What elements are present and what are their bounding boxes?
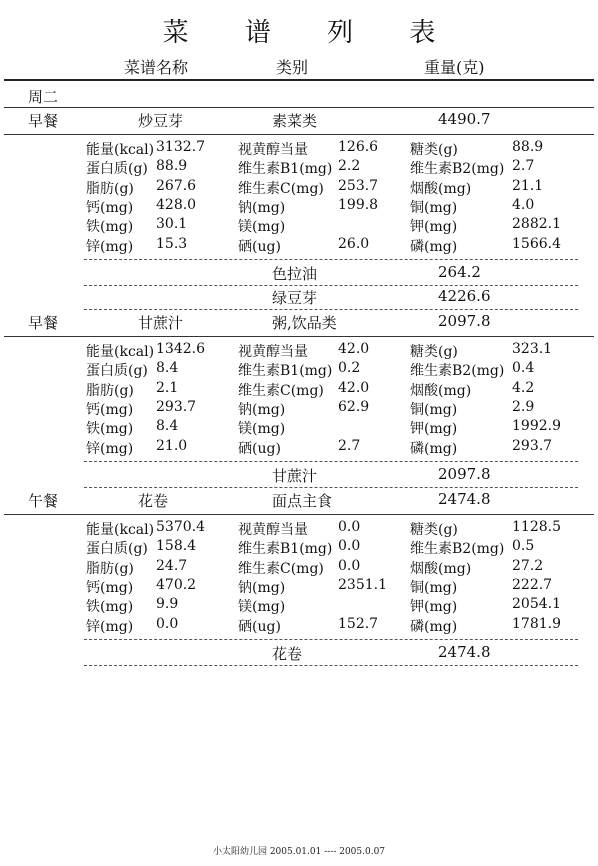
ingredient-name: 绿豆芽 bbox=[272, 288, 318, 307]
meal-label: 早餐 bbox=[28, 314, 59, 332]
nutrient-label: 糖类(g) bbox=[410, 344, 458, 360]
nutrient-label: 钙(mg) bbox=[86, 401, 134, 418]
meal-label: 早餐 bbox=[28, 112, 59, 130]
nutrient-value: 42.0 bbox=[338, 379, 370, 396]
nutrient-value: 2054.1 bbox=[512, 596, 561, 613]
dish-name: 甘蔗汁 bbox=[138, 314, 184, 332]
nutrient-label: 钠(mg) bbox=[238, 401, 286, 418]
nutrient-value: 0.2 bbox=[338, 360, 361, 377]
nutrient-value: 293.7 bbox=[156, 398, 197, 415]
nutrient-label: 糖类(g) bbox=[410, 522, 458, 538]
nutrient-label: 视黄醇当量 bbox=[238, 142, 308, 158]
nutrient-value: 9.9 bbox=[156, 596, 179, 613]
nutrient-label: 钙(mg) bbox=[86, 579, 134, 596]
nutrient-label: 锌(mg) bbox=[86, 440, 134, 457]
dish-category: 粥,饮品类 bbox=[272, 314, 337, 332]
dish-name: 炒豆芽 bbox=[138, 112, 184, 130]
nutrient-label: 铜(mg) bbox=[410, 199, 458, 216]
nutrient-value: 30.1 bbox=[156, 216, 188, 233]
nutrient-value: 88.9 bbox=[512, 139, 544, 155]
ingredient-name: 色拉油 bbox=[272, 264, 318, 283]
page-title: 菜 谱 列 表 bbox=[162, 18, 460, 48]
nutrient-label: 维生素B1(mg) bbox=[238, 363, 333, 380]
ingredient-name: 花卷 bbox=[272, 644, 303, 663]
nutrient-value: 8.4 bbox=[156, 418, 179, 435]
nutrient-label: 磷(mg) bbox=[410, 618, 458, 635]
nutrient-label: 维生素B2(mg) bbox=[410, 541, 505, 558]
nutrient-label: 能量(kcal) bbox=[86, 344, 155, 360]
header-weight: 重量(克) bbox=[424, 58, 485, 77]
nutrient-value: 62.9 bbox=[338, 398, 370, 415]
nutrient-value: 0.0 bbox=[338, 538, 361, 555]
nutrient-label: 镁(mg) bbox=[238, 421, 286, 438]
nutrient-label: 糖类(g) bbox=[410, 142, 458, 158]
nutrient-value: 3132.7 bbox=[156, 139, 205, 155]
nutrient-label: 维生素C(mg) bbox=[238, 382, 324, 399]
footer-note: 小太阳幼儿园 2005.01.01 ---- 2005.0.07 bbox=[212, 847, 386, 857]
nutrient-label: 维生素B1(mg) bbox=[238, 161, 333, 178]
nutrient-label: 钾(mg) bbox=[410, 219, 458, 236]
nutrient-label: 维生素C(mg) bbox=[238, 180, 324, 197]
dish-weight: 2097.8 bbox=[438, 312, 491, 330]
nutrient-label: 蛋白质(g) bbox=[86, 541, 148, 558]
nutrient-value: 2.7 bbox=[512, 158, 535, 175]
dish-rule bbox=[4, 134, 594, 135]
nutrient-rule bbox=[84, 259, 578, 260]
nutrient-value: 126.6 bbox=[338, 139, 379, 155]
nutrient-label: 维生素B2(mg) bbox=[410, 161, 505, 178]
ingredient-rule bbox=[84, 487, 578, 488]
ingredient-weight: 2474.8 bbox=[438, 642, 491, 661]
nutrient-value: 8.4 bbox=[156, 360, 179, 377]
nutrient-label: 锌(mg) bbox=[86, 238, 134, 255]
nutrient-value: 152.7 bbox=[338, 615, 379, 632]
header-rule bbox=[4, 79, 594, 81]
nutrient-label: 钙(mg) bbox=[86, 199, 134, 216]
nutrient-value: 27.2 bbox=[512, 557, 544, 574]
nutrient-value: 21.0 bbox=[156, 437, 188, 454]
nutrient-value: 2351.1 bbox=[338, 576, 387, 593]
nutrient-label: 铁(mg) bbox=[86, 219, 134, 236]
nutrient-value: 26.0 bbox=[338, 235, 370, 252]
header-name: 菜谱名称 bbox=[124, 58, 189, 77]
nutrient-value: 24.7 bbox=[156, 557, 188, 574]
nutrient-label: 脂肪(g) bbox=[86, 180, 134, 197]
nutrient-value: 88.9 bbox=[156, 158, 188, 175]
nutrient-label: 磷(mg) bbox=[410, 238, 458, 255]
nutrient-label: 铁(mg) bbox=[86, 599, 134, 616]
ingredient-rule bbox=[84, 309, 578, 310]
nutrient-label: 蛋白质(g) bbox=[86, 161, 148, 178]
dish-category: 素菜类 bbox=[272, 112, 318, 130]
nutrient-value: 428.0 bbox=[156, 196, 197, 213]
nutrient-value: 2.7 bbox=[338, 437, 361, 454]
nutrient-value: 5370.4 bbox=[156, 519, 205, 535]
nutrient-label: 镁(mg) bbox=[238, 599, 286, 616]
nutrient-value: 222.7 bbox=[512, 576, 553, 593]
nutrient-value: 2.2 bbox=[338, 158, 361, 175]
nutrient-value: 0.4 bbox=[512, 360, 535, 377]
nutrient-value: 4.0 bbox=[512, 196, 535, 213]
dish-weight: 4490.7 bbox=[438, 110, 491, 128]
nutrient-label: 钠(mg) bbox=[238, 579, 286, 596]
dish-rule bbox=[4, 336, 594, 337]
nutrient-label: 硒(ug) bbox=[238, 440, 281, 457]
nutrient-label: 铜(mg) bbox=[410, 579, 458, 596]
nutrient-value: 4.2 bbox=[512, 379, 535, 396]
meal-label: 午餐 bbox=[28, 492, 59, 510]
nutrient-value: 0.0 bbox=[338, 519, 361, 535]
ingredient-weight: 2097.8 bbox=[438, 464, 491, 483]
nutrient-label: 能量(kcal) bbox=[86, 522, 155, 538]
day-label: 周二 bbox=[28, 88, 59, 106]
nutrient-value: 323.1 bbox=[512, 341, 553, 357]
nutrient-label: 维生素B1(mg) bbox=[238, 541, 333, 558]
nutrient-label: 硒(ug) bbox=[238, 618, 281, 635]
nutrient-value: 293.7 bbox=[512, 437, 553, 454]
nutrient-label: 维生素B2(mg) bbox=[410, 363, 505, 380]
nutrient-value: 1781.9 bbox=[512, 615, 561, 632]
dish-category: 面点主食 bbox=[272, 492, 333, 510]
nutrient-label: 脂肪(g) bbox=[86, 560, 134, 577]
nutrient-value: 0.0 bbox=[156, 615, 179, 632]
ingredient-weight: 264.2 bbox=[438, 262, 481, 281]
nutrient-label: 烟酸(mg) bbox=[410, 382, 472, 399]
nutrient-value: 267.6 bbox=[156, 177, 197, 194]
nutrient-label: 维生素C(mg) bbox=[238, 560, 324, 577]
dish-weight: 2474.8 bbox=[438, 490, 491, 508]
nutrient-value: 2.1 bbox=[156, 379, 179, 396]
nutrient-label: 烟酸(mg) bbox=[410, 180, 472, 197]
nutrient-value: 21.1 bbox=[512, 177, 544, 194]
nutrient-value: 2.9 bbox=[512, 398, 535, 415]
nutrient-value: 199.8 bbox=[338, 196, 379, 213]
ingredient-name: 甘蔗汁 bbox=[272, 466, 318, 485]
ingredient-rule bbox=[84, 665, 578, 666]
nutrient-value: 470.2 bbox=[156, 576, 197, 593]
nutrient-label: 视黄醇当量 bbox=[238, 344, 308, 360]
dish-name: 花卷 bbox=[138, 492, 169, 510]
nutrient-label: 烟酸(mg) bbox=[410, 560, 472, 577]
header-category: 类别 bbox=[276, 58, 309, 77]
nutrient-value: 0.5 bbox=[512, 538, 535, 555]
nutrient-label: 镁(mg) bbox=[238, 219, 286, 236]
ingredient-weight: 4226.6 bbox=[438, 286, 491, 305]
day-rule bbox=[4, 107, 594, 108]
nutrient-value: 1128.5 bbox=[512, 519, 561, 535]
nutrient-value: 1992.9 bbox=[512, 418, 561, 435]
nutrient-value: 158.4 bbox=[156, 538, 197, 555]
nutrient-label: 锌(mg) bbox=[86, 618, 134, 635]
nutrient-label: 蛋白质(g) bbox=[86, 363, 148, 380]
nutrient-value: 15.3 bbox=[156, 235, 188, 252]
nutrient-value: 1566.4 bbox=[512, 235, 561, 252]
nutrient-label: 视黄醇当量 bbox=[238, 522, 308, 538]
dish-rule bbox=[4, 514, 594, 515]
nutrient-value: 253.7 bbox=[338, 177, 379, 194]
nutrient-value: 0.0 bbox=[338, 557, 361, 574]
nutrient-rule bbox=[84, 461, 578, 462]
nutrient-value: 42.0 bbox=[338, 341, 370, 357]
ingredient-rule bbox=[84, 285, 578, 286]
nutrient-label: 脂肪(g) bbox=[86, 382, 134, 399]
nutrient-label: 钾(mg) bbox=[410, 421, 458, 438]
nutrient-label: 钾(mg) bbox=[410, 599, 458, 616]
nutrient-rule bbox=[84, 639, 578, 640]
nutrient-value: 1342.6 bbox=[156, 341, 205, 357]
nutrient-label: 能量(kcal) bbox=[86, 142, 155, 158]
nutrient-label: 铜(mg) bbox=[410, 401, 458, 418]
nutrient-value: 2882.1 bbox=[512, 216, 561, 233]
nutrient-label: 钠(mg) bbox=[238, 199, 286, 216]
nutrient-label: 硒(ug) bbox=[238, 238, 281, 255]
nutrient-label: 磷(mg) bbox=[410, 440, 458, 457]
nutrient-label: 铁(mg) bbox=[86, 421, 134, 438]
